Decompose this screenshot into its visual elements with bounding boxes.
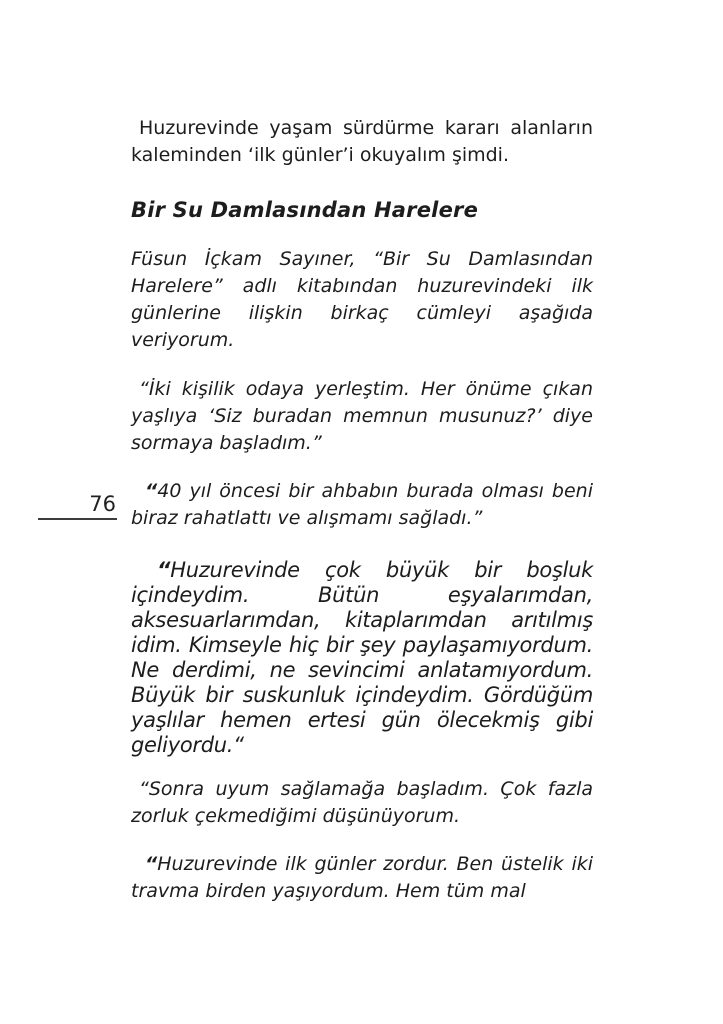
page-number-block (38, 492, 117, 520)
quote-emptiness-paragraph (131, 558, 593, 758)
quote-room-paragraph (131, 376, 593, 457)
page-number: 76 (89, 492, 116, 516)
quote-trauma-text: Huzurevinde ilk günler zordur. Ben üstelik iki travma birden yaşıyordum. Hem tüm mal (131, 853, 593, 902)
quote-adaptation-paragraph (131, 776, 593, 830)
quote-open-mark-bold: “ (145, 853, 158, 875)
quote-adaptation-text: Sonra uyum sağlamağa başladım. Çok fazla zorluk çekmediğimi düşünüyorum. (131, 778, 593, 827)
quote-open-mark-bold: “ (145, 480, 158, 502)
quote-friend-text: 40 yıl öncesi bir ahbabın burada olması beni biraz rahatlattı ve alışmamı sağladı.” (131, 480, 593, 529)
quote-open-mark: “ (139, 378, 149, 400)
quote-friend-paragraph (131, 478, 593, 532)
quote-room-text: İki kişilik odaya yerleştim. Her önüme çıkan yaşlıya ‘Siz buradan memnun musunuz?’ diye sormaya başladım.” (131, 378, 593, 454)
intro-paragraph: Huzurevinde yaşam sürdürme kararı alanların kaleminden ‘ilk günler’i okuyalım şimdi. (131, 117, 593, 166)
quote-open-mark-bold: “ (157, 558, 171, 582)
source-note-paragraph: Füsun İçkam Sayıner, “Bir Su Damlasından Harelere” adlı kitabından huzurevindeki ilk günlerine ilişkin birkaç cümleyi aşağıda veriyorum. (131, 248, 593, 351)
quote-open-mark: “ (139, 778, 149, 800)
text-column (131, 0, 593, 905)
section-heading: Bir Su Damlasından Harelere (131, 198, 479, 222)
quote-emptiness-text: Huzurevinde çok büyük bir boşluk içindeydim. Bütün eşyalarımdan, aksesuarlarımdan, kitaplarımdan arıtılmış idim. Kimseyle hiç bir şey paylaşamıyordum. Ne derdimi, ne sevincimi anlatamıyordum. Büyük bir suskunluk içindeydim. Gördüğüm yaşlılar hemen ertesi gün ölecekmiş gibi geliyordu.“ (131, 558, 593, 757)
quote-trauma-paragraph (131, 851, 593, 905)
